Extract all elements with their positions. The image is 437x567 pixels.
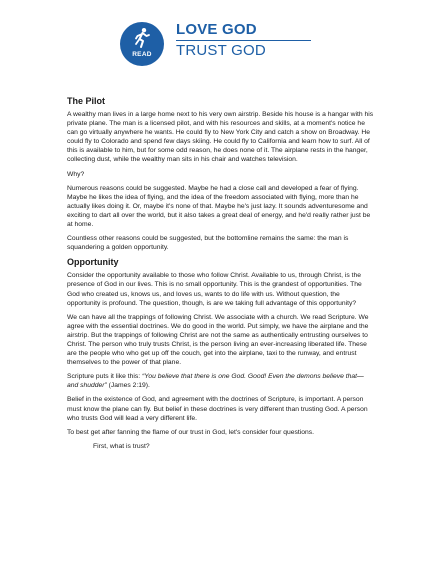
scripture-lead: Scripture puts it like this: bbox=[67, 373, 143, 381]
section-heading-opportunity: Opportunity bbox=[67, 257, 119, 268]
title-love-god: LOVE GOD bbox=[176, 21, 257, 38]
paragraph: Why? bbox=[67, 170, 85, 178]
section-heading-the-pilot: The Pilot bbox=[67, 96, 105, 106]
scripture-paragraph bbox=[67, 372, 375, 390]
header bbox=[120, 18, 320, 68]
document-body bbox=[67, 96, 375, 456]
running-person-icon bbox=[132, 27, 152, 49]
paragraph: We can have all the trappings of following Christ. We associate with a church. We read Scripture. We agree with the essential doctrines. We do good in the world. Put simply, we have the airplane and the airstrip. But the trappings of following Christ are not the same as authentically entrusting ourselves to Christ. The person who truly trusts Christ, is the person living an ever-increasing liberated life. These are the people who who get up off the couch, get into the airplane, taxi to the runway, and entrust themselves to the power of that plane. bbox=[67, 313, 369, 367]
title-trust-god: TRUST GOD bbox=[176, 42, 266, 59]
paragraph: Countless other reasons could be suggested, but the bottomline remains the same: the man is squandering a golden opportunity. bbox=[67, 235, 349, 252]
title-divider bbox=[176, 40, 311, 41]
badge-label: READ bbox=[132, 51, 152, 58]
paragraph: Consider the opportunity available to those who follow Christ. Available to us, through Christ, is the presence of God in our lives. This is no small opportunity. This is the grandest of opportunities. The God who created us, knows us, and loves us, wants to do life with us. Without question, the opportunity is profound. The question, though, is are we taking full advantage of this opportunity? bbox=[67, 272, 362, 307]
paragraph: To best get after fanning the flame of our trust in God, let's consider four questions. bbox=[67, 428, 315, 436]
read-badge bbox=[120, 22, 164, 66]
first-question: First, what is trust? bbox=[93, 442, 150, 450]
paragraph: Belief in the existence of God, and agreement with the doctrines of Scripture, is important. A person must know the plane can fly. But belief in these doctrines is very different than trusting God. A person who trusts God will lead a very different life. bbox=[67, 396, 368, 422]
scripture-reference: (James 2:19). bbox=[106, 382, 150, 390]
paragraph: A wealthy man lives in a large home next to his very own airstrip. Beside his house is a hangar with his private plane. The man is a licensed pilot, and with his resources and skills, at a moment's notice he can go virtually anywhere he wants. He could fly to New York City and catch a show on Broadway. He could fly to Colorado and spend few days skiing. He could fly to California and learn how to surf. All of this is available to him, but for some odd reason, he does none of it. The airplane rests in the hanger, collecting dust, while the wealthy man sits in his chair and watches television. bbox=[67, 111, 374, 164]
paragraph: Numerous reasons could be suggested. Maybe he had a close call and developed a fear of flying. Maybe he likes the idea of flying, and the idea of the freedom associated with flying, more than he actually likes doing it. Or, maybe it's none of that. Maybe he's just lazy. It sounds adventuresome and exciting to dart all over the world, but it also takes a great deal of energy, and he'd really rather just be at home. bbox=[67, 184, 371, 229]
scripture-quote: “You believe that there is one God. Good! Even the demons believe that—and shudder” bbox=[67, 373, 364, 390]
